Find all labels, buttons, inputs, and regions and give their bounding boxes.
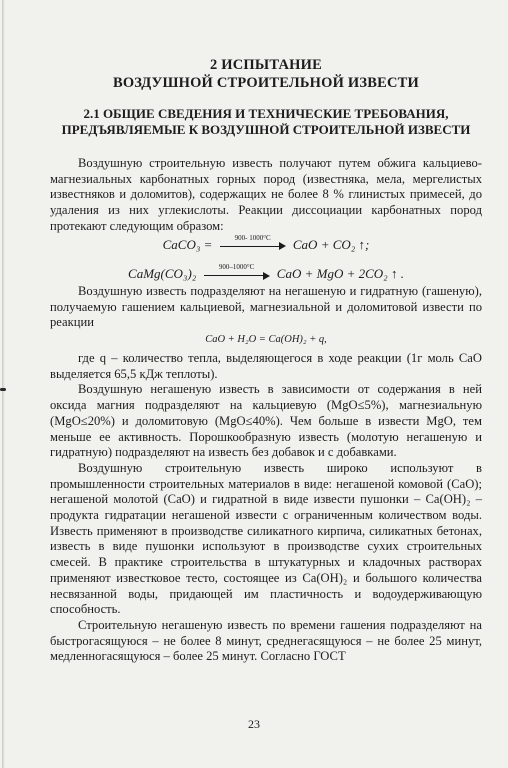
paragraph-1: Воздушную строительную известь получают путем обжига кальциево-магнезиальных карбонатных горных пород (известняка, мела, мергелистых известняков и доломитов), содержащих не более 8 % глинистых примесей, до удаления из них углекислоты. Реакции диссоциации карбонатных пород протекают следующим образом: <box>50 156 482 233</box>
formula-dolomite-left: CaMg(CO₃)₂ <box>128 266 197 282</box>
formula-calcite-left: CaCO₃ = <box>162 236 213 252</box>
section-heading-line2: ПРЕДЪЯВЛЯЕМЫЕ К ВОЗДУШНОЙ СТРОИТЕЛЬНОЙ ИЗВЕСТИ <box>61 122 471 137</box>
paragraph-4: Воздушную негашеную известь в зависимости от содержания в ней оксида магния подразделяют на кальциевую (MgO≤5%), магнезиальную (MgO≤20%) и доломитовую (MgO≤40%). Чем больше в извести MgO, тем меньше ее активность. Порошкообразную известь (молотую негашеную и гидратную) подразделяют на известь без добавок и с добавками. <box>50 382 482 460</box>
page-number: 23 <box>248 717 260 731</box>
formula-slaking: CaO + H₂O = Ca(OH)₂ + q, <box>205 334 327 346</box>
paragraph-3: где q – количество тепла, выделяющегося в ходе реакции (1г моль CaO выделяется 65,5 кДж теплоты). <box>50 351 482 381</box>
reaction-arrow-icon <box>204 263 270 281</box>
formula-calcite-right: CaO + CO₂ ↑; <box>292 236 370 252</box>
scan-mark <box>0 388 6 391</box>
formula-dolomite-right: CaO + MgO + 2CO₂ ↑ . <box>276 266 404 282</box>
section-heading-line1: 2.1 ОБЩИЕ СВЕДЕНИЯ И ТЕХНИЧЕСКИЕ ТРЕБОВАНИЯ, <box>83 106 449 121</box>
section-heading <box>50 106 482 138</box>
paragraph-6: Строительную негашеную известь по времени гашения подразделяют на быстрогасящуюся – не более 8 минут, среднегасящуюся – не более 25 минут, медленногасящуюся – более 25 минут. Согласно ГОСТ <box>50 617 482 664</box>
chapter-heading-line1: 2 ИСПЫТАНИЕ <box>210 57 322 73</box>
body-text <box>50 156 482 665</box>
formula-calcite <box>50 233 482 253</box>
chapter-heading-line2: ВОЗДУШНОЙ СТРОИТЕЛЬНОЙ ИЗВЕСТИ <box>112 75 420 91</box>
formula-calcite-temp: 900- 1000°C <box>234 233 271 242</box>
chapter-heading <box>50 56 482 92</box>
paragraph-2: Воздушную известь подразделяют на негашеную и гидратную (гашеную), получаемую гашением кальциевой, магнезиальной и доломитовой извести по реакции <box>50 283 482 330</box>
reaction-arrow-icon <box>220 233 286 252</box>
paragraph-5: Воздушную строительную известь широко используют в промышленности строительных материалов в виде: негашеной комовой (CaO); негашеной молотой (CaO) и гидратной в виде извести пушонки – Ca(OH)₂ – продукта гидратации негашеной извести с ограниченным количеством воды. Известь применяют в производстве силикатного кирпича, силикатных бетонах, известь в виде пушонки используют в производстве сухих строительных смесей. В практике строительства в штукатурных и кладочных растворах применяют известковое тесто, состоящее из Ca(OH)₂ и большого количества несвязанной воды, придающей им пластичность и водоудерживающую способность. <box>50 460 482 617</box>
formula-dolomite <box>50 263 482 282</box>
formula-dolomite-temp: 900–1000°C <box>218 263 255 272</box>
